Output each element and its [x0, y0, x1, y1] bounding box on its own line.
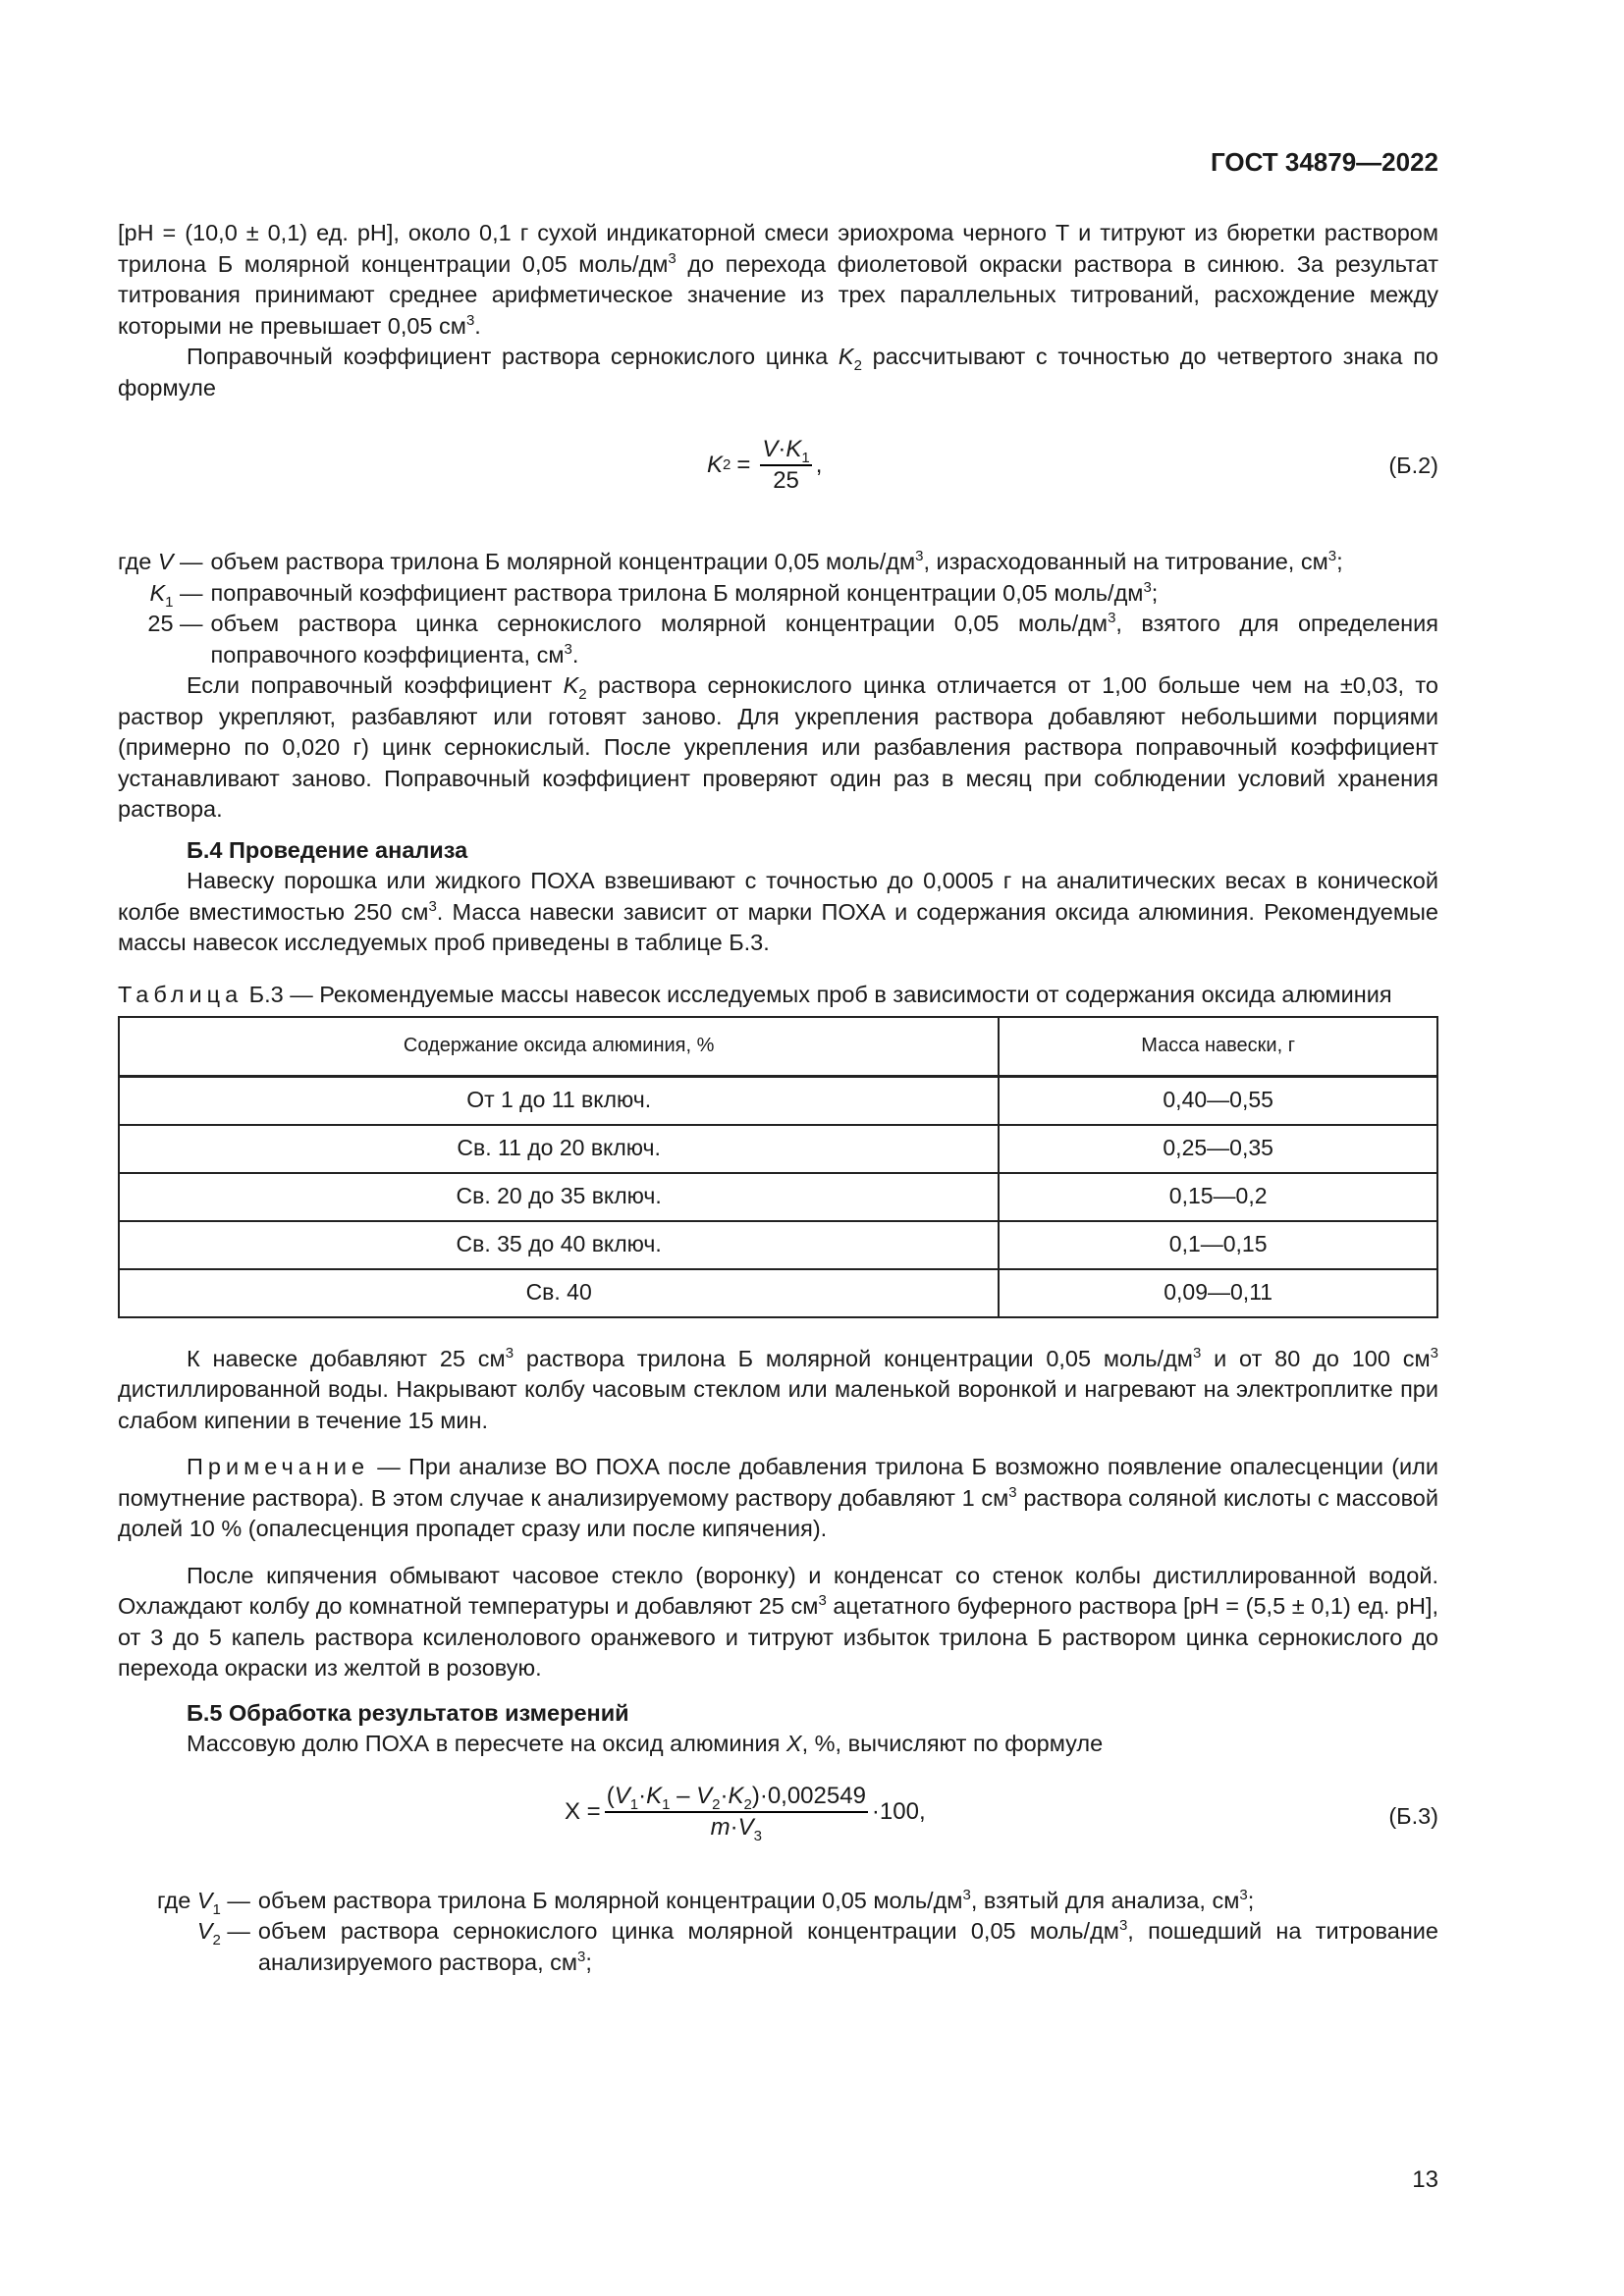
table-cell: Св. 20 до 35 включ.: [119, 1173, 999, 1221]
table-cell: 0,25—0,35: [999, 1125, 1437, 1173]
formula-num-v: V: [762, 436, 779, 462]
table-caption: [118, 981, 1438, 1008]
legend-description: объем раствора трилона Б молярной концентрации 0,05 моль/$дм^3$, израсходованный на титрование, $см^3$;: [210, 548, 1343, 574]
table-row: [119, 1076, 1437, 1125]
legend-symbol: $K_1$ —: [149, 579, 203, 611]
italic-symbol: K: [728, 1782, 744, 1809]
formula-eq: =: [736, 452, 751, 479]
column-header: Содержание оксида алюминия, %: [119, 1017, 999, 1077]
legend-symbol: 25 —: [147, 611, 203, 636]
superscript: 3: [465, 311, 475, 329]
paragraph: Массовую долю ПОХА в пересчете на оксид алюминия X, %, вычисляют по формуле: [187, 1731, 1104, 1756]
formula-denominator: $m\cdot V_3$: [710, 1813, 762, 1844]
formula-num-k: K: [785, 436, 802, 462]
italic-symbol: K: [838, 344, 854, 369]
document-id-header: ГОСТ 34879—2022: [1211, 147, 1438, 177]
subscript: 2: [712, 1795, 721, 1813]
legend-symbol: где V —: [118, 549, 203, 574]
legend-description: объем раствора сернокислого цинка молярной концентрации 0,05 моль/$дм^3$, пошедший на титрование анализируемого раствора, $см^3$;: [257, 1917, 1438, 1975]
legend-symbol: где $V_1$ —: [157, 1887, 250, 1918]
formula-lhs: X =: [565, 1797, 601, 1825]
paragraph: К навеске добавляют 25 $см^3$ раствора трилона Б молярной концентрации 0,05 моль/$дм^3$ и от 80 до 100 $см^3$ дистиллированной воды. Накрывают колбу часовым стеклом или маленькой воронкой и нагревают на электроплитке при слабом кипении в течение 15 мин.: [118, 1344, 1438, 1433]
formula-num-k-sub: 1: [801, 450, 810, 466]
italic-symbol: V: [614, 1782, 630, 1809]
subscript: 2: [853, 357, 862, 374]
note: [118, 1452, 1438, 1545]
italic-symbol: V: [157, 549, 174, 574]
superscript: 3: [428, 897, 437, 915]
legend-description: объем раствора трилона Б молярной концентрации 0,05 моль/$дм^3$, взятый для анализа, $см^3$;: [257, 1886, 1255, 1913]
legend-b2: [118, 547, 1438, 670]
formula-dot: ·: [778, 436, 786, 462]
superscript: 3: [1143, 578, 1152, 596]
italic-symbol: K: [563, 672, 579, 698]
subscript: 1: [165, 593, 174, 611]
italic-symbol: X: [785, 1731, 802, 1756]
legend-description: объем раствора цинка сернокислого молярной концентрации 0,05 моль/$дм^3$, взятого для определения поправочного коэффициента, $см^3$.: [210, 610, 1438, 667]
table-cell: Св. 35 до 40 включ.: [119, 1221, 999, 1269]
superscript: 3: [818, 1592, 827, 1609]
table-row: [119, 1221, 1437, 1269]
paragraph: После кипячения обмывают часовое стекло (воронку) и конденсат со стенок колбы дистиллированной водой. Охлаждают колбу до комнатной температуры и добавляют 25 $см^3$ ацетатного буферного раствора [pH = (5,5 ± 0,1) ед. pH], от 3 до 5 капель раствора ксиленолового оранжевого и титруют избыток трилона Б раствором цинка сернокислого до перехода окраски из желтой в розовую.: [118, 1562, 1439, 1681]
italic-symbol: V: [696, 1782, 713, 1809]
subscript: 2: [743, 1795, 752, 1813]
section-heading-b5: Б.5 Обработка результатов измерений: [187, 1699, 629, 1726]
italic-symbol: V: [196, 1918, 213, 1944]
equation-number: (Б.3): [1388, 1802, 1438, 1829]
paragraph: Поправочный коэффициент раствора сернокислого цинка $K_2$ рассчитывают с точностью до четвертого знака по формуле: [118, 344, 1438, 400]
paragraph: Если поправочный коэффициент $K_2$ раствора сернокислого цинка отличается от 1,00 больше чем на ±0,03, то раствор укрепляют, разбавляют или готовят заново. Для укрепления раствора добавляют небольшими порциями (примерно по 0,020 г) цинк сернокислый. После укрепления или разбавления раствора поправочный коэффициент устанавливают заново. Поправочный коэффициент проверяют один раз в месяц при соблюдении условий хранения раствора.: [118, 672, 1438, 822]
paragraph: Навеску порошка или жидкого ПОХА взвешивают с точностью до 0,0005 г на аналитических весах в конической колбе вместимостью 250 $см^3$. Масса навески зависит от марки ПОХА и содержания оксида алюминия. Рекомендуемые массы навесок исследуемых проб приведены в таблице Б.3.: [118, 868, 1438, 955]
superscript: 3: [577, 1948, 586, 1965]
subscript: 1: [662, 1795, 671, 1813]
superscript: 3: [1108, 610, 1116, 626]
table-cell: 0,15—0,2: [999, 1173, 1437, 1221]
subscript: 1: [629, 1795, 639, 1813]
equation-number: (Б.2): [1388, 453, 1438, 478]
table-cell: От 1 до 11 включ.: [119, 1076, 999, 1125]
subscript: 2: [212, 1932, 221, 1949]
formula-tail: ·100,: [871, 1797, 926, 1825]
formula-fraction: [760, 435, 811, 496]
formula-fraction: [605, 1782, 868, 1842]
section-heading-b4: Б.4 Проведение анализа: [187, 836, 468, 863]
italic-symbol: V: [196, 1887, 213, 1913]
formula-b2: K 2 = $\frac{V\cdot K_1}{25}$ , (Б.2): [707, 436, 1438, 494]
subscript: 1: [212, 1900, 221, 1918]
page-number: 13: [1412, 2166, 1438, 2193]
table-cell: Св. 11 до 20 включ.: [119, 1125, 999, 1173]
superscript: 3: [1430, 1344, 1438, 1362]
legend-b3: [118, 1886, 1438, 1979]
table-row: [119, 1269, 1437, 1317]
paragraph: [pH = (10,0 ± 0,1) ед. pH], около 0,1 г сухой индикаторной смеси эриохрома черного Т и титруют из бюретки раствором трилона Б молярной концентрации 0,05 моль/$дм^3$ до перехода фиолетовой окраски раствора в синюю. За результат титрования принимают среднее арифметическое значение из трех параллельных титрований, расхождение между которыми не превышает 0,05 $см^3$.: [118, 220, 1439, 339]
formula-den: 25: [773, 467, 799, 494]
table-cell: Св. 40: [119, 1269, 999, 1317]
note-label: Примечание: [187, 1454, 370, 1479]
table-cell: 0,40—0,55: [999, 1076, 1437, 1125]
note-text: — При анализе ВО ПОХА после добавления трилона Б возможно появление опалесценции (или помутнение раствора). В этом случае к анализируемому раствору добавляют 1 $см^3$ раствора соляной кислоты с массовой долей 10 % (опалесценция пропадет сразу или после кипячения).: [118, 1454, 1438, 1541]
superscript: 3: [1239, 1886, 1248, 1903]
superscript: 3: [915, 548, 924, 564]
formula-comma: ,: [815, 452, 823, 479]
column-header: Масса навески, г: [999, 1017, 1437, 1077]
superscript: 3: [1327, 548, 1337, 564]
page-body: [118, 0, 1438, 1978]
superscript: 3: [1008, 1483, 1017, 1501]
formula-numerator: $(V_1\cdot K_1 - V_2\cdot K_2)\cdot 0,002549$: [606, 1782, 866, 1813]
table-cell: 0,09—0,11: [999, 1269, 1437, 1317]
superscript: 3: [564, 640, 572, 658]
table-caption-text: Б.3 — Рекомендуемые массы навесок исследуемых проб в зависимости от содержания оксида алюминия: [243, 981, 1392, 1007]
subscript: 2: [578, 686, 587, 703]
legend-symbol: $V_2$ —: [196, 1918, 250, 1949]
mass-table: [118, 1016, 1438, 1318]
table-row: [119, 1173, 1437, 1221]
superscript: 3: [1192, 1344, 1202, 1362]
formula-b3: [118, 1774, 1438, 1872]
italic-symbol: V: [737, 1813, 754, 1841]
formula-lhs: K: [707, 452, 724, 479]
table-cell: 0,1—0,15: [999, 1221, 1437, 1269]
superscript: 3: [668, 249, 677, 267]
italic-symbol: K: [149, 579, 166, 606]
table-header-row: [119, 1017, 1437, 1077]
italic-symbol: m: [710, 1813, 731, 1841]
subscript: 3: [753, 1827, 762, 1844]
superscript: 3: [505, 1344, 514, 1362]
legend-description: поправочный коэффициент раствора трилона Б молярной концентрации 0,05 моль/$дм^3$;: [210, 578, 1159, 606]
table-row: [119, 1125, 1437, 1173]
superscript: 3: [962, 1886, 971, 1903]
italic-symbol: K: [646, 1782, 663, 1809]
table-caption-label: Таблица: [118, 981, 244, 1007]
superscript: 3: [1118, 1917, 1128, 1934]
